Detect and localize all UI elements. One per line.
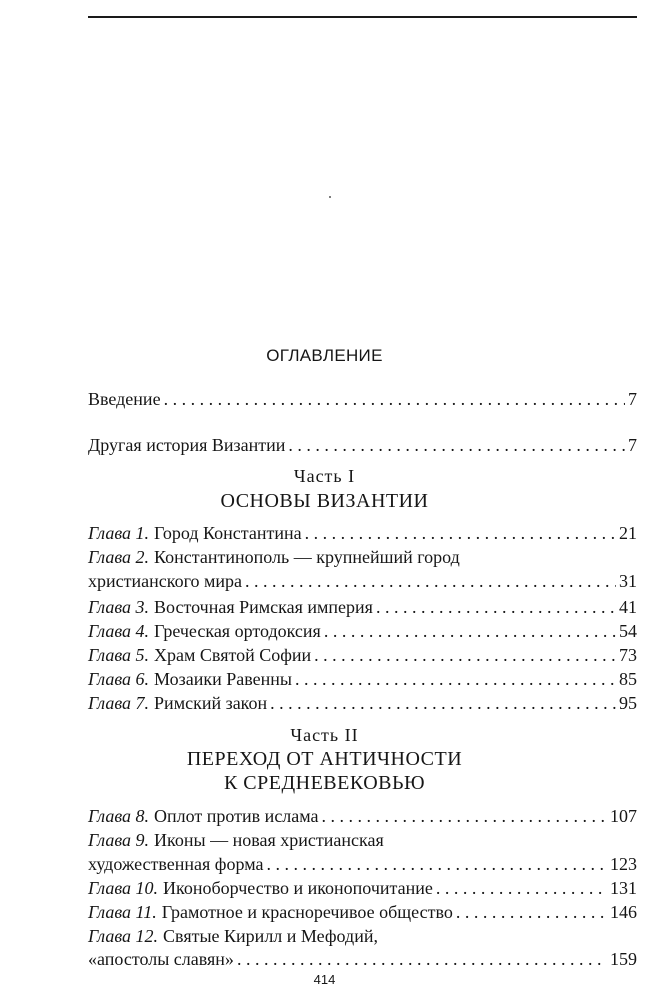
leader-dots (305, 521, 616, 545)
entry-page: 54 (619, 621, 637, 641)
entry-title: Мозаики Равенны (154, 669, 292, 689)
toc-entry-chapter-12 (88, 924, 637, 948)
toc-entry-chapter-8 (88, 804, 637, 828)
entry-title: Другая история Византии (88, 435, 286, 455)
toc-entry-chapter-9-cont (88, 852, 637, 876)
toc-entry-chapter-2-cont (88, 569, 637, 593)
entry-page: 107 (610, 806, 637, 826)
print-speck (329, 196, 331, 198)
toc-entry-chapter-6 (88, 667, 637, 691)
toc-entry-chapter-7 (88, 691, 637, 715)
entry-title: Храм Святой Софии (154, 645, 312, 665)
entry-page: 146 (610, 902, 637, 922)
leader-dots (456, 900, 607, 924)
entry-title-cont: христианского мира (88, 571, 243, 591)
entry-page: 7 (628, 435, 637, 455)
leader-dots (376, 595, 616, 619)
page-number: 414 (313, 972, 336, 987)
chapter-prefix: Глава 6. (88, 669, 150, 689)
leader-dots (237, 947, 607, 971)
toc-entry-other-history (88, 433, 637, 457)
entry-page: 131 (610, 878, 637, 898)
entry-title: Святые Кирилл и Мефодий, (163, 926, 378, 946)
entry-title: Оплот против ислама (154, 806, 319, 826)
entry-title: Грамотное и красноречивое общество (161, 902, 453, 922)
leader-dots (266, 852, 607, 876)
leader-dots (436, 876, 607, 900)
leader-dots (245, 569, 616, 593)
entry-title: Восточная Римская империя (154, 597, 373, 617)
part-label: Часть II (290, 725, 359, 745)
toc-entry-chapter-9 (88, 828, 637, 852)
toc-entry-chapter-2 (88, 545, 637, 569)
chapter-prefix: Глава 1. (88, 523, 150, 543)
entry-page: 41 (619, 597, 637, 617)
entry-title: Иконы — новая христианская (154, 830, 384, 850)
chapter-prefix: Глава 9. (88, 830, 150, 850)
entry-page: 21 (619, 523, 637, 543)
entry-page: 159 (610, 949, 637, 969)
toc-entry-chapter-4 (88, 619, 637, 643)
leader-dots (324, 619, 616, 643)
entry-page: 7 (628, 389, 637, 409)
entry-title: Введение (88, 389, 161, 409)
header-rule (88, 16, 637, 18)
entry-title: Город Константина (154, 523, 302, 543)
entry-title: Римский закон (154, 693, 268, 713)
chapter-prefix: Глава 5. (88, 645, 150, 665)
entry-title: Греческая ортодоксия (154, 621, 321, 641)
chapter-prefix: Глава 11. (88, 902, 157, 922)
chapter-prefix: Глава 7. (88, 693, 150, 713)
part-title-line-2: К СРЕДНЕВЕКОВЬЮ (223, 772, 426, 794)
entry-title-cont: «апостолы славян» (88, 949, 234, 969)
leader-dots (322, 804, 607, 828)
entry-page: 85 (619, 669, 637, 689)
leader-dots (164, 387, 625, 411)
chapter-prefix: Глава 10. (88, 878, 159, 898)
leader-dots (270, 691, 616, 715)
toc-entry-chapter-5 (88, 643, 637, 667)
chapter-prefix: Глава 2. (88, 547, 150, 567)
toc-entry-chapter-3 (88, 595, 637, 619)
entry-page: 123 (610, 854, 637, 874)
toc-entry-chapter-10 (88, 876, 637, 900)
part-label: Часть I (293, 466, 356, 486)
part-title: ОСНОВЫ ВИЗАНТИИ (220, 490, 429, 512)
entry-title: Иконоборчество и иконопочитание (163, 878, 433, 898)
toc-entry-intro (88, 387, 637, 411)
toc-entry-chapter-11 (88, 900, 637, 924)
toc-title: ОГЛАВЛЕНИЕ (266, 346, 383, 365)
leader-dots (288, 433, 625, 457)
entry-page: 73 (619, 645, 637, 665)
entry-page: 95 (619, 693, 637, 713)
part-title-line-1: ПЕРЕХОД ОТ АНТИЧНОСТИ (186, 748, 463, 770)
chapter-prefix: Глава 3. (88, 597, 150, 617)
entry-title-cont: художественная форма (88, 854, 264, 874)
toc-entry-chapter-12-cont (88, 947, 637, 971)
entry-page: 31 (619, 571, 637, 591)
leader-dots (295, 667, 616, 691)
chapter-prefix: Глава 12. (88, 926, 159, 946)
toc-entry-chapter-1 (88, 521, 637, 545)
chapter-prefix: Глава 4. (88, 621, 150, 641)
entry-title: Константинополь — крупнейший город (154, 547, 460, 567)
leader-dots (314, 643, 616, 667)
chapter-prefix: Глава 8. (88, 806, 150, 826)
